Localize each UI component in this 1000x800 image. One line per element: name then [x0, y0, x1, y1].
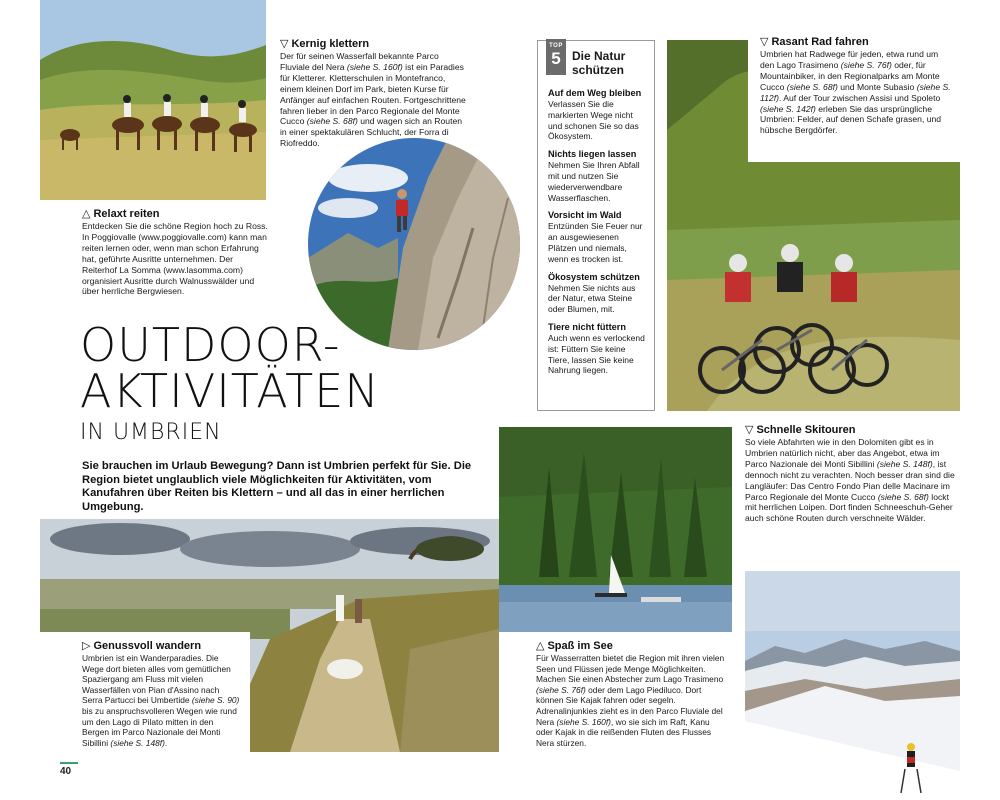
section-ski: [745, 424, 961, 524]
top5-tip: Nichts liegen lassen Nehmen Sie Ihren Abfall mit und nutzen Sie wiederverwendbare Wasserflaschen.: [548, 149, 640, 203]
page-number: 40: [60, 766, 72, 777]
intro-paragraph: Sie brauchen im Urlaub Bewegung? Dann ist Umbrien perfekt für Sie. Die Region bietet unglaublich viele Möglichkeiten für Aktivitäten, vom Kanufahren über Reiten bis Klettern – und all das in einer herrlichen Umgebung.: [82, 460, 472, 513]
photo-ski-tour: [745, 571, 960, 800]
section-see: [499, 632, 732, 762]
page-title-line1: OUTDOOR-: [80, 318, 341, 372]
section-rad-text: Umbrien hat Radwege für jeden, etwa rund um den Lago Trasimeno (siehe S. 76f) oder, für Mountainbiker, in den Regionalparks am Monte Cucco (siehe S. 68f) und Monte Subasio (siehe S. 112f). Auf der Tour zwischen Assisi und Spoleto (siehe S. 142f) erleben Sie das ursprüngliche Umbrien: Felder, auf denen Schafe grasen, und hübsche Bergdörfer.: [760, 49, 951, 136]
section-ski-title: ▽ Schnelle Skitouren: [745, 424, 856, 436]
section-see-title: △ Spaß im See: [536, 640, 613, 652]
top5-tip: Ökosystem schützen Nehmen Sie nichts aus der Natur, etwa Steine oder Blumen, mit.: [548, 271, 640, 315]
top5-tip: Auf dem Weg bleiben Verlassen Sie die markierten Wege nicht und schonen Sie so das Ökosystem.: [548, 88, 642, 142]
section-klettern-title: ▽ Kernig klettern: [280, 38, 370, 50]
top5-tip: Vorsicht im Wald Entzünden Sie Feuer nur an ausgewiesenen Plätzen und niemals, wenn es trocken ist.: [548, 210, 643, 264]
photo-lake-sailboat: [499, 427, 732, 632]
section-ski-text: So viele Abfahrten wie in den Dolomiten gibt es in Umbrien natürlich nicht, aber das Angebot, etwa im Parco Nazionale dei Monti Sibillini (siehe S. 148f), ist dennoch nicht zu verachten. Noch besser dran sind die Langläufer: Das Centro Fondo Pian delle Macinare im Parco Regionale del Monte Cucco (siehe S. 68f) lockt mit herrlichen Loipen. Dort finden Schneeschuh-Geher auch schöne Routen durch verschneite Wälder.: [745, 437, 955, 524]
page-subtitle: IN UMBRIEN: [80, 420, 222, 445]
section-reiten-title: △ Relaxt reiten: [82, 208, 160, 220]
page-title-line2: AKTIVITÄTEN: [80, 364, 380, 418]
section-klettern: [280, 38, 466, 149]
section-rad-title: ▽ Rasant Rad fahren: [760, 36, 869, 48]
top5-title: Die Natur schützen: [572, 49, 626, 77]
section-wandern-text: Umbrien ist ein Wanderparadies. Die Wege dort bieten alles vom gemütlichen Spaziergang am Fluss mit vielen Wasserfällen von Pian d'Assino nach Serra Partucci bei Umbertide (siehe S. 90) bis zu anspruchsvolleren Wegen wie rund um den Lago di Pilato mitten in den Bergen im Parco Nazionale dei Monti Sibillini (siehe S. 148f).: [82, 653, 240, 748]
section-wandern: [40, 632, 250, 752]
section-wandern-title: ▷ Genussvoll wandern: [82, 640, 202, 652]
section-reiten: [82, 208, 270, 297]
section-rad: [748, 32, 960, 162]
section-see-text: Für Wasserratten bietet die Region mit ihren vielen Seen und Flüssen jede Menge Möglichkeiten. Machen Sie einen Abstecher zum Lago Trasimeno (siehe S. 76f) oder dem Lago Piediluco. Dort können Sie Kajak fahren oder segeln. Adrenalinjunkies zieht es in den Parco Fluviale del Nera (siehe S. 160f), wo sie sich im Raft, Kanu oder Kajak in die reißenden Fluten des Flusses Nera stürzen.: [536, 653, 725, 748]
section-klettern-text: Der für seinen Wasserfall bekannte Parco Fluviale del Nera (siehe S. 160f) ist ein Paradies für Kletterer. Kletterschulen in Montefranco, einem kleinen Dorf im Park, bieten Kurse für Anfänger auf einfachen Routen. Fortgeschrittene fahren lieber in den Parco Regionale del Monte Cucco (siehe S. 68f) und wagen sich an Routen in einer spektakulären Schlucht, der Forra di Riofreddo.: [280, 51, 466, 149]
top5-badge: TOP 5: [546, 39, 566, 75]
photo-horse-riding: [40, 0, 266, 200]
section-reiten-text: Entdecken Sie die schöne Region hoch zu Ross. In Poggiovalle (www.poggiovalle.com) kann man reiten lernen oder, wenn man schon Erfahrung hat, geführte Ausritte unternehmen. Der Reiterhof La Somma (www.lasomma.com) organisiert Ausritte durch Walnusswälder und über herrliche Bergwiesen.: [82, 221, 268, 297]
page-title: [80, 318, 500, 448]
top5-tip: Tiere nicht füttern Auch wenn es verlockend ist: Füttern Sie keine Tiere, lassen Sie keine Nahrung liegen.: [548, 321, 645, 376]
page-number-rule: [60, 762, 78, 764]
top5-box: [537, 40, 655, 411]
